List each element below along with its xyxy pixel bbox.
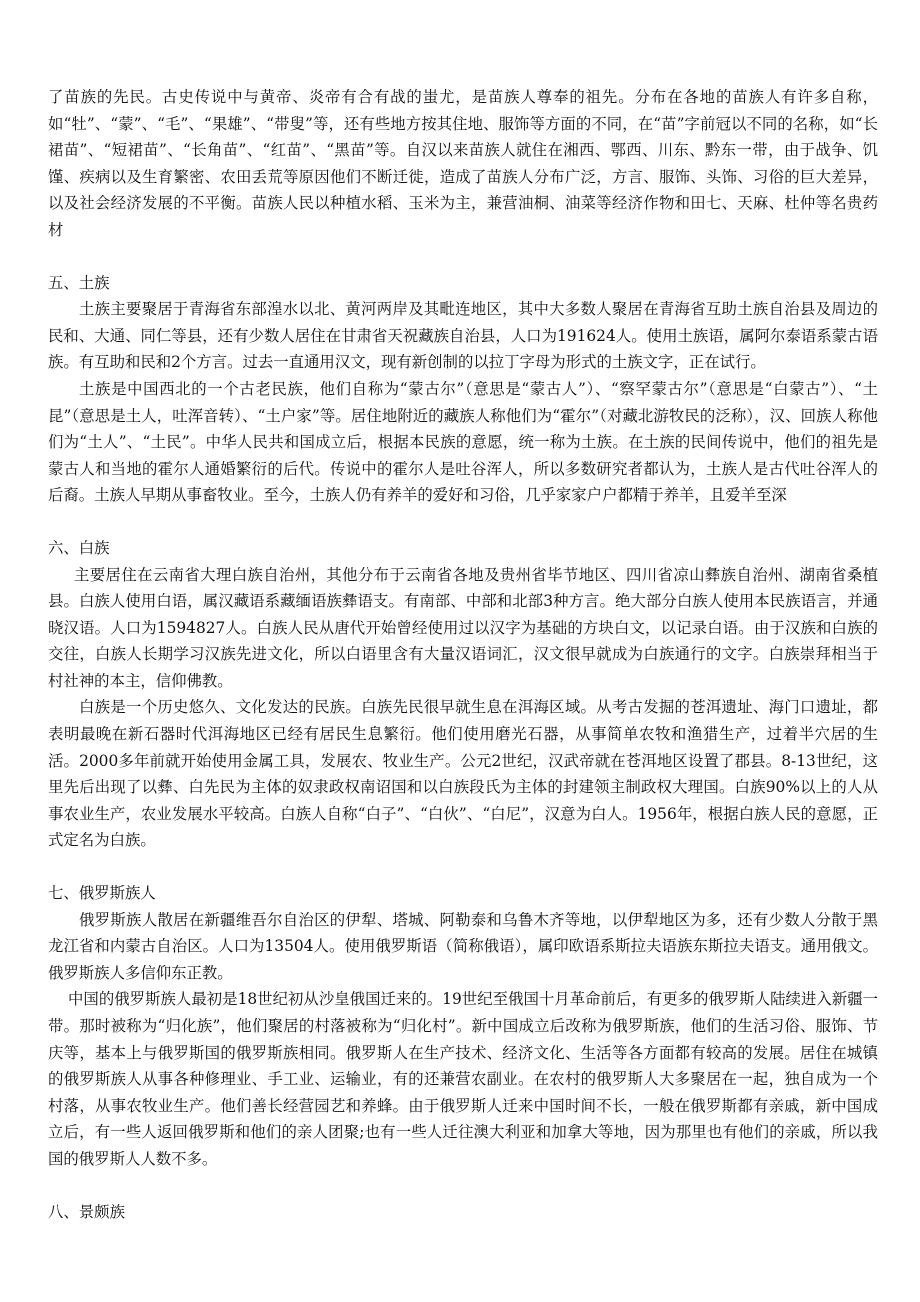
section-heading: 八、景颇族 bbox=[48, 1202, 125, 1221]
body-paragraph: 土族是中国西北的一个古老民族，他们自称为“蒙古尔”（意思是“蒙古人”）、“察罕蒙古尔”（意思是“白蒙古”）、“土昆”（意思是土人，吐浑音转）、“土户家”等。居住地附近的藏族人称他们为“霍尔”（对藏北游牧民的泛称），汉、回族人称他们为“土人”、“土民”。中华人民共和国成立后，根据本民族的意愿，统一称为土族。在土族的民间传说中，他们的祖先是蒙古人和当地的霍尔人通婚繁衍的后代。传说中的霍尔人是吐谷浑人，所以多数研究者都认为，土族人是古代吐谷浑人的后裔。土族人早期从事畜牧业。至今，土族人仍有养羊的爱好和习俗，几乎家家户户都精于养羊，且爱羊至深 bbox=[48, 379, 878, 505]
body-paragraph: 土族主要聚居于青海省东部湟水以北、黄河两岸及其毗连地区，其中大多数人聚居在青海省互助土族自治县及周边的民和、大通、同仁等县，还有少数人居住在甘肃省天祝藏族自治县，人口为191624人。使用土族语，属阿尔泰语系蒙古语族。有互助和民和2个方言。过去一直通用汉文，现有新创制的以拉丁字母为形式的土族文字，正在试行。 bbox=[48, 300, 878, 372]
section-heading: 五、土族 bbox=[48, 273, 110, 292]
section-heading: 七、俄罗斯族人 bbox=[48, 884, 156, 903]
section-jingpo-ethnic-group bbox=[48, 1199, 878, 1226]
intro-paragraph: 了苗族的先民。古史传说中与黄帝、炎帝有合有战的蚩尤，是苗族人尊奉的祖先。分布在各地的苗族人有许多自称，如“牡”、“蒙”、“毛”、“果雄”、“带叟”等，还有些地方按其住地、服饰等方面的不同，在“苗”字前冠以不同的名称，如“长裙苗”、“短裙苗”、“长角苗”、“红苗”、“黑苗”等。自汉以来苗族人就住在湘西、鄂西、川东、黔东一带，由于战争、饥馑、疾病以及生育繁密、农田丢荒等原因他们不断迁徙，造成了苗族人分布广泛，方言、服饰、头饰、习俗的巨大差异，以及社会经济发展的不平衡。苗族人民以种植水稻、玉米为主，兼营油桐、油菜等经济作物和田七、天麻、杜仲等名贵药材 bbox=[48, 88, 878, 239]
body-paragraph: 主要居住在云南省大理白族自治州，其他分布于云南省各地及贵州省毕节地区、四川省凉山彝族自治州、湖南省桑植县。白族人使用白语，属汉藏语系藏缅语族彝语支。有南部、中部和北部3种方言。绝大部分白族人使用本民族语言，并通晓汉语。人口为1594827人。白族人民从唐代开始曾经使用过以汉字为基础的方块白文，以记录白语。由于汉族和白族的交往，白族人长期学习汉族先进文化，所以白语里含有大量汉语词汇，汉文很早就成为白族通行的文字。白族崇拜相当于村社神的本主，信仰佛教。 bbox=[48, 565, 878, 690]
section-tu-ethnic-group bbox=[48, 270, 878, 509]
document-page bbox=[48, 84, 878, 1225]
section-heading: 六、白族 bbox=[48, 538, 110, 557]
section-russian-ethnic-group bbox=[48, 880, 878, 1173]
section-bai-ethnic-group bbox=[48, 535, 878, 854]
body-paragraph: 白族是一个历史悠久、文化发达的民族。白族先民很早就生息在洱海区域。从考古发掘的苍洱遗址、海门口遗址，都表明最晚在新石器时代洱海地区已经有居民生息繁衍。他们使用磨光石器，从事简单农牧和渔猎生产，过着半穴居的生活。2000多年前就开始使用金属工具，发展农、牧业生产。公元2世纪，汉武帝就在苍洱地区设置了郡县。8-13世纪，这里先后出现了以彝、白先民为主体的奴隶政权南诏国和以白族段氏为主体的封建领主制政权大理国。白族90%以上的人从事农业生产，农业发展水平较高。白族人自称“白子”、“白伙”、“白尼”，汉意为白人。1956年，根据白族人民的意愿，正式定名为白族。 bbox=[48, 698, 878, 850]
body-paragraph: 俄罗斯族人散居在新疆维吾尔自治区的伊犁、塔城、阿勒泰和乌鲁木齐等地，以伊犁地区为多，还有少数人分散于黑龙江省和内蒙古自治区。人口为13504人。使用俄罗斯语（简称俄语），属印欧语系斯拉夫语族东斯拉夫语支。通用俄文。俄罗斯族人多信仰东正教。 bbox=[48, 910, 878, 982]
body-paragraph: 中国的俄罗斯族人最初是18世纪初从沙皇俄国迁来的。19世纪至俄国十月革命前后，有更多的俄罗斯人陆续进入新疆一带。那时被称为“归化族”，他们聚居的村落被称为“归化村”。新中国成立后改称为俄罗斯族，他们的生活习俗、服饰、节庆等，基本上与俄罗斯国的俄罗斯族相同。俄罗斯人在生产技术、经济文化、生活等各方面都有较高的发展。居住在城镇的俄罗斯族人从事各种修理业、手工业、运输业，有的还兼营农副业。在农村的俄罗斯人大多聚居在一起，独自成为一个村落，从事农牧业生产。他们善长经营园艺和养蜂。由于俄罗斯人迁来中国时间不长，一般在俄罗斯都有亲戚，新中国成立后，有一些人返回俄罗斯和他们的亲人团聚;也有一些人迁往澳大利亚和加拿大等地，因为那里也有他们的亲戚，所以我国的俄罗斯人人数不多。 bbox=[48, 990, 878, 1168]
